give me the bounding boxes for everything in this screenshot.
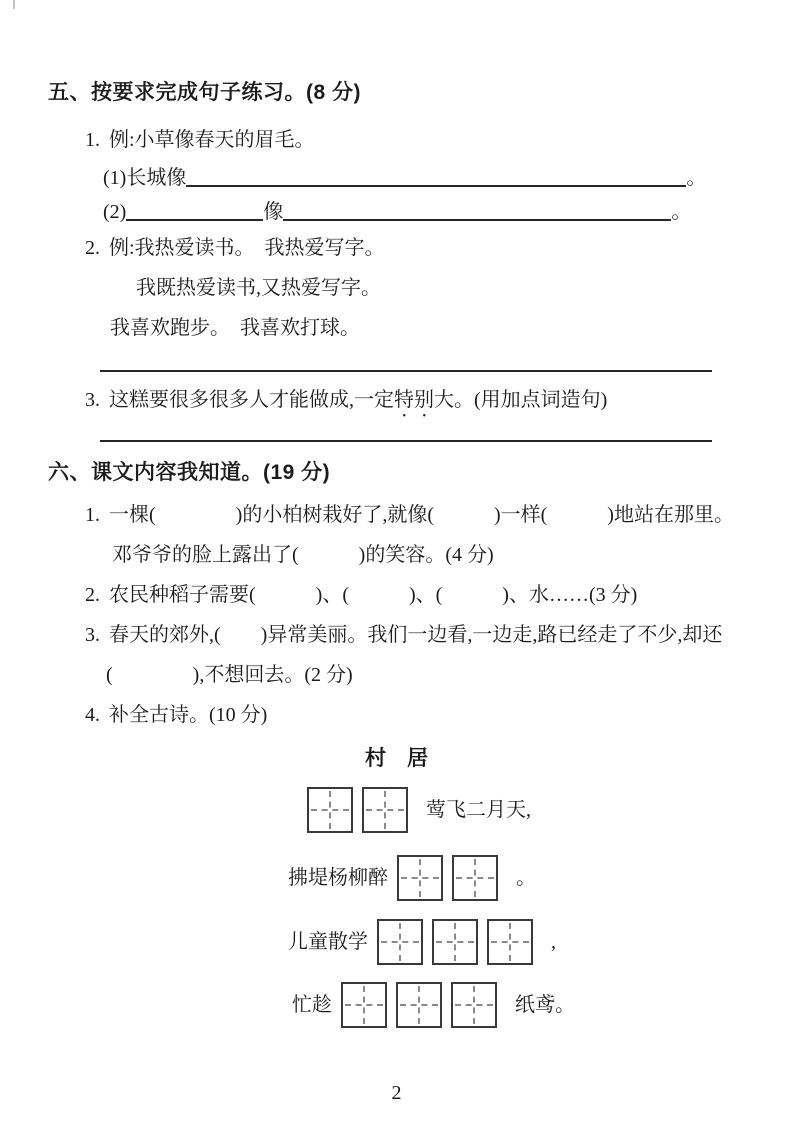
poem-text: , — [551, 931, 556, 953]
poem-text: 纸鸢。 — [515, 994, 575, 1016]
poem-text: 。 — [516, 867, 536, 889]
poem-text: 儿童散学 — [288, 931, 368, 953]
poem-line-1 — [307, 787, 531, 833]
s6-item3-line2 — [106, 663, 353, 688]
sub2-mid: 像 — [263, 201, 284, 223]
scan-artifact — [13, 0, 15, 9]
poem-text: 拂堤杨柳醉 — [288, 867, 388, 889]
item-number: 3. — [85, 624, 100, 646]
s5-item1-example — [85, 128, 315, 153]
prompt-text: 我喜欢跑步。 我喜欢打球。 — [110, 317, 360, 339]
item-number: 3. — [85, 389, 100, 411]
hanzi-box — [451, 982, 497, 1028]
sub1-prefix: 长城像 — [126, 167, 187, 189]
sentence-prefix: 这糕要很多很多人才能做成,一定 — [109, 389, 394, 411]
item-number: 4. — [85, 704, 100, 726]
hanzi-box — [432, 919, 478, 965]
cloze-text: 春天的郊外,( )异常美丽。我们一边看,一边走,路已经走了不少,却还 — [109, 624, 723, 646]
fill-blank — [283, 201, 671, 221]
emphasized-word: 特别 — [394, 389, 434, 411]
s5-item1-sub1 — [103, 164, 706, 191]
s6-item2-line1 — [85, 583, 637, 608]
poem-line-2 — [288, 855, 536, 901]
item-number: 2. — [85, 584, 100, 606]
hanzi-box — [397, 855, 443, 901]
answer-rule — [100, 348, 712, 372]
example-merged-text: 我既热爱读书,又热爱写字。 — [136, 277, 381, 299]
period: 。 — [686, 167, 707, 189]
hanzi-box — [487, 919, 533, 965]
poem-text: 忙趁 — [292, 994, 332, 1016]
s5-item2-merged — [136, 276, 381, 301]
poem-text: 莺飞二月天, — [426, 799, 531, 821]
example-text: 例:我热爱读书。 我热爱写字。 — [109, 237, 385, 259]
cloze-text: 农民种稻子需要( )、( )、( )、水……(3 分) — [109, 584, 638, 606]
s6-item4 — [85, 703, 267, 728]
item-number: 1. — [85, 129, 100, 151]
cloze-text: ( ),不想回去。(2 分) — [106, 664, 353, 686]
s5-item3 — [85, 388, 607, 422]
sub-item-number: (2) — [103, 201, 127, 223]
cloze-text: 一棵( )的小柏树栽好了,就像( )一样( )地站在那里。 — [109, 504, 734, 526]
hanzi-box — [452, 855, 498, 901]
s6-item3-line1 — [85, 623, 722, 648]
page-number: 2 — [391, 1082, 402, 1104]
hanzi-box — [341, 982, 387, 1028]
poem-title: 村 居 — [365, 747, 428, 770]
item-number: 1. — [85, 504, 100, 526]
sentence-suffix: 大。(用加点词造句) — [434, 389, 608, 411]
hanzi-box — [307, 787, 353, 833]
s6-item1-line1 — [85, 503, 734, 528]
answer-rule — [100, 418, 712, 442]
hanzi-box — [362, 787, 408, 833]
poem-line-4 — [292, 982, 575, 1028]
s5-item1-sub2 — [103, 198, 691, 225]
hanzi-box — [377, 919, 423, 965]
period: 。 — [671, 201, 692, 223]
sub-item-number: (1) — [103, 167, 127, 189]
item-number: 2. — [85, 237, 100, 259]
poem-line-3 — [288, 919, 556, 965]
s5-item2-example — [85, 236, 385, 261]
s5-item2-prompt — [110, 316, 360, 341]
s6-item1-line2 — [112, 543, 494, 568]
fill-blank — [126, 201, 263, 221]
section6-heading: 六、课文内容我知道。(19 分) — [48, 461, 331, 484]
cloze-text: 邓爷爷的脸上露出了( )的笑容。(4 分) — [112, 544, 494, 566]
fill-blank — [186, 167, 686, 187]
example-text: 例:小草像春天的眉毛。 — [109, 129, 315, 151]
section5-heading: 五、按要求完成句子练习。(8 分) — [48, 81, 361, 104]
instruction-text: 补全古诗。(10 分) — [109, 704, 268, 726]
hanzi-box — [396, 982, 442, 1028]
